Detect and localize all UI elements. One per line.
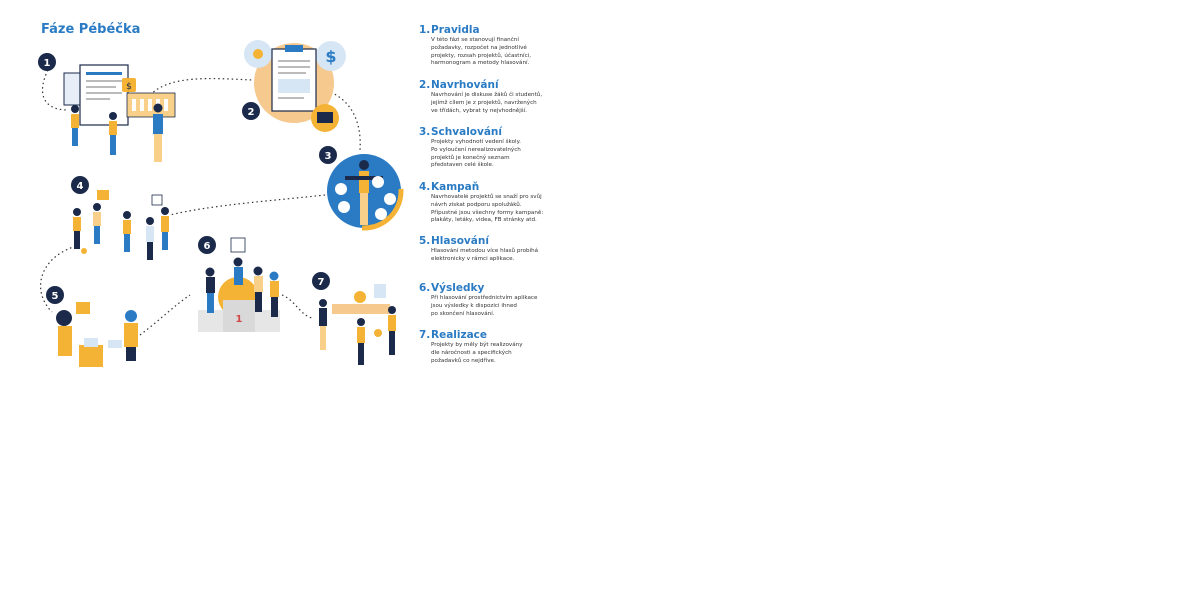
svg-text:4: 4: [76, 181, 84, 192]
svg-text:$: $: [325, 47, 337, 66]
svg-text:6: 6: [203, 241, 211, 252]
stage-2-illustration: [244, 40, 346, 132]
step-title: Navrhování: [431, 79, 499, 91]
svg-text:7: 7: [317, 277, 325, 288]
step-2: [419, 79, 569, 115]
svg-text:3: 3: [324, 151, 332, 162]
badge-1: [38, 53, 56, 71]
badge-4: [71, 176, 89, 194]
step-number: 4.: [419, 181, 431, 193]
podium-number: 1: [235, 314, 243, 325]
step-title: Výsledky: [431, 282, 485, 294]
page-title: Fáze Pébéčka: [41, 22, 141, 37]
stage-1-illustration: [64, 65, 175, 162]
step-3: [419, 126, 569, 170]
step-description: Projekty by měly být realizovány dle náročnosti a specifických požadavků co nejdříve.: [431, 342, 523, 364]
step-number: 6.: [419, 282, 431, 294]
step-6: [419, 282, 569, 318]
badge-6: [198, 236, 216, 254]
badge-3: [319, 146, 337, 164]
step-title: Realizace: [431, 329, 488, 341]
step-7: [419, 329, 569, 365]
step-description: V této fázi se stanovují finanční požadavky, rozpočet na jednotlivé projekty, rozsah projektů, účastníci, harmonogram a metody hlasování.: [431, 37, 531, 67]
badge-2: [242, 102, 260, 120]
step-description: Projekty vyhodnotí vedení školy. Po vyloučení nerealizovatelných projektů je konečný seznam představen celé škole.: [431, 139, 521, 169]
step-4: [419, 181, 569, 225]
stage-5-illustration: [56, 302, 138, 367]
svg-text:5: 5: [51, 291, 59, 302]
step-number: 1.: [419, 24, 431, 36]
step-number: 3.: [419, 126, 431, 138]
step-description: Při hlasování prostřednictvím aplikace jsou výsledky k dispozici ihned po skončení hlasování.: [431, 295, 538, 317]
step-title: Kampaň: [431, 181, 480, 193]
step-number: 7.: [419, 329, 431, 341]
svg-text:$: $: [126, 82, 132, 92]
step-number: 2.: [419, 79, 431, 91]
step-1: [419, 24, 569, 68]
step-number: 5.: [419, 235, 431, 247]
step-description: Navrhování je diskuse žáků či studentů, jejímž cílem je z projektů, navržených ve třídách, vybrat ty nejvhodnější.: [431, 92, 543, 114]
step-title: Hlasování: [431, 235, 489, 247]
step-5: [419, 235, 569, 264]
badge-7: [312, 272, 330, 290]
stage-3-illustration: [327, 154, 401, 228]
step-title: Pravidla: [431, 24, 480, 36]
svg-text:1: 1: [43, 58, 51, 69]
step-description: Hlasování metodou více hlasů probíhá elektronicky v rámci aplikace.: [431, 248, 539, 262]
step-title: Schvalování: [431, 126, 503, 138]
step-description: Navrhovatelé projektů se snaží pro svůj návrh získat podporu spolužáků. Přípustné jsou všechny formy kampaně: plakáty, letáky, videa, FB stránky atd.: [431, 194, 544, 224]
badge-5: [46, 286, 64, 304]
svg-text:2: 2: [247, 107, 255, 118]
process-illustration: [0, 0, 410, 380]
stage-4-illustration: [73, 190, 169, 260]
stage-7-illustration: [319, 284, 396, 365]
